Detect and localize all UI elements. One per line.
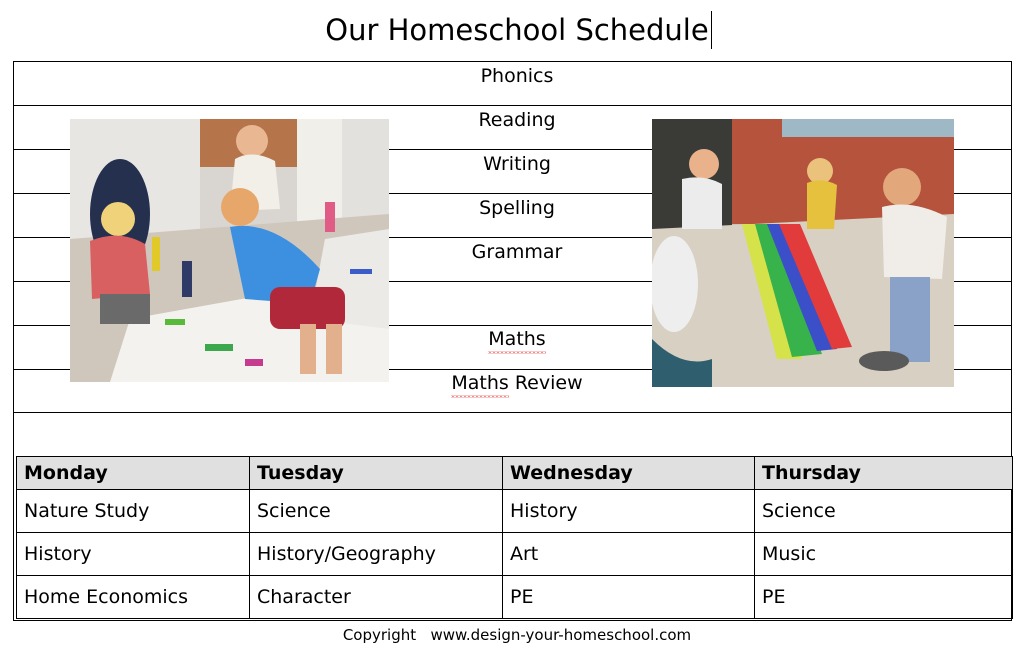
text-cursor [711,11,712,49]
copyright-site[interactable]: www.design-your-homeschool.com [430,626,692,644]
copyright-footer [0,624,1034,646]
table-cell: History [503,490,755,533]
weekly-schedule [16,456,1012,621]
header-thursday: Thursday [755,457,1013,490]
table-cell: PE [755,576,1013,619]
table-cell: Home Economics [17,576,250,619]
table-row [17,576,1013,619]
table-cell: Music [755,533,1013,576]
table-header-row [17,457,1013,490]
table-cell: History [17,533,250,576]
subject-reading: Reading [478,109,556,131]
table-cell: Science [755,490,1013,533]
table-cell: History/Geography [250,533,503,576]
table-cell: PE [503,576,755,619]
maths-review-text: Maths Review [451,370,582,398]
page-title [0,10,1034,50]
table-cell: Art [503,533,755,576]
subject-spelling: Spelling [479,197,555,219]
table-cell: Character [250,576,503,619]
photo-rainbow-painting [652,119,954,387]
rule-line [14,105,1011,106]
title-text: Our Homeschool Schedule [325,13,709,47]
table-cell: Science [250,490,503,533]
subject-grammar: Grammar [471,241,563,263]
table-row [17,533,1013,576]
photo-children-painting [70,119,389,382]
title-text-wrap[interactable] [325,10,708,50]
header-monday: Monday [17,457,250,490]
subject-maths: Maths [0,326,1034,354]
table-cell: Nature Study [17,490,250,533]
header-tuesday: Tuesday [250,457,503,490]
header-wednesday: Wednesday [503,457,755,490]
rule-line [14,412,1011,413]
subject-writing: Writing [483,153,551,175]
table-row [17,490,1013,533]
subject-phonics: Phonics [480,65,554,87]
copyright-label: Copyright [342,626,417,644]
